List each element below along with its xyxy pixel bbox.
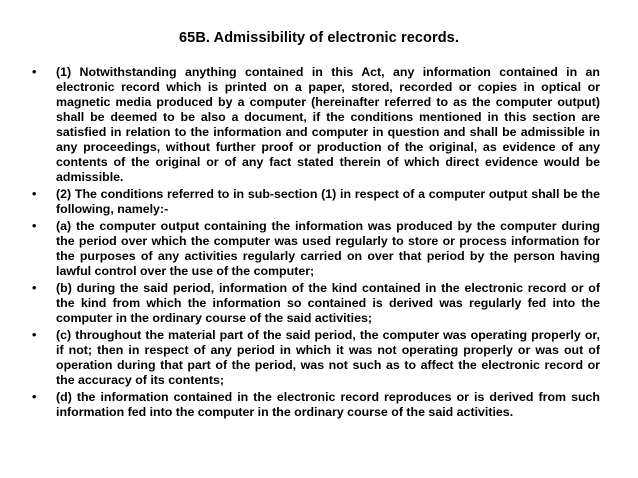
bullet-dot-icon: •: [32, 390, 37, 404]
bullet-item-6: [32, 390, 600, 420]
bullet-item-4: [32, 281, 600, 326]
bullet-item-5: [32, 328, 600, 388]
slide-title: 65B. Admissibility of electronic records.: [179, 30, 459, 46]
bullet-dot-icon: •: [32, 328, 37, 342]
bullet-text: (c) throughout the material part of the said period, the computer was operating properly or, if not; then in respect of any period in which it was not operating properly or was out of operation during that part of the period, was not such as to affect the electronic record or the accuracy of its contents;: [56, 328, 600, 387]
bullet-text: (2) The conditions referred to in sub-section (1) in respect of a computer output shall be the following, namely:-: [56, 187, 600, 216]
bullet-dot-icon: •: [32, 219, 37, 233]
bullet-text: (d) the information contained in the electronic record reproduces or is derived from such information fed into the computer in the ordinary course of the said activities.: [56, 390, 600, 419]
bullet-text: (1) Notwithstanding anything contained in this Act, any information contained in an electronic record which is printed on a paper, stored, recorded or copies in optical or magnetic media produced by a computer (hereinafter referred to as the computer output) shall be deemed to be also a document, if the conditions mentioned in this section are satisfied in relation to the information and computer in question and shall be admissible in any proceedings, without further proof or production of the original, as evidence of any contents of the original or of any fact stated therein of which direct evidence would be admissible.: [56, 65, 600, 184]
bullet-dot-icon: •: [32, 187, 37, 201]
bullet-list: [32, 65, 600, 422]
bullet-item-1: [32, 65, 600, 185]
bullet-dot-icon: •: [32, 65, 37, 79]
bullet-dot-icon: •: [32, 281, 37, 295]
bullet-text: (a) the computer output containing the information was produced by the computer during the period over which the computer was used regularly to store or process information for the purposes of any activities regularly carried on over that period by the person having lawful control over the use of the computer;: [56, 219, 600, 278]
bullet-text: (b) during the said period, information of the kind contained in the electronic record or of the kind from which the information so contained is derived was regularly fed into the computer in the ordinary course of the said activities;: [56, 281, 600, 325]
bullet-item-3: [32, 219, 600, 279]
bullet-item-2: [32, 187, 600, 217]
